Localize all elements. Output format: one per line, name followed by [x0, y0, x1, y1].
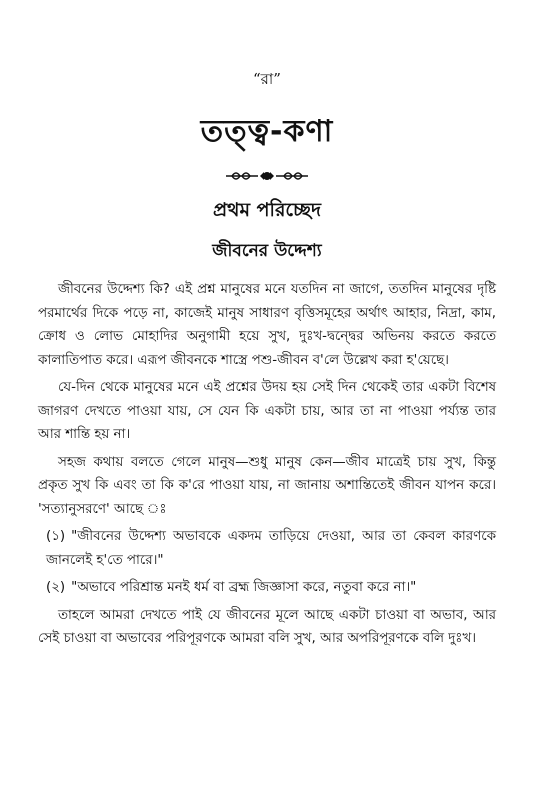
- quote-number: (২): [46, 580, 66, 595]
- paragraph: যে-দিন থেকে মানুষের মনে এই প্রশ্নের উদয় হয় সেই দিন থেকেই তার একটা বিশেষ জাগরণ দেখতে পাওয়া যায়, সে যেন কি একটা চায়, আর তা না পাওয়া পর্য্যন্ত তার আর শান্তি হয় না।: [38, 380, 496, 442]
- book-title: তত্ত্ব-কণা: [200, 114, 334, 149]
- quote-item: [38, 576, 496, 600]
- paragraph: সহজ কথায় বলতে গেলে মানুষ—শুধু মানুষ কেন—জীব মাত্রেই চায় সুখ, কিন্তু প্রকৃত সুখ কি এবং তা কি ক'রে পাওয়া যায়, না জানায় অশান্তিতেই জীবন যাপন করে। 'সত্যানুসরণে' আছে ঃ: [38, 454, 496, 517]
- closing-paragraph: তাহলে আমরা দেখতে পাই যে জীবনের মূলে আছে একটা চাওয়া বা অভাব, আর সেই চাওয়া বা অভাবের পরিপূরণকে আমরা বলি সুখ, আর অপরিপূরণকে বলি দুঃখ।: [38, 607, 496, 646]
- quote-item: [38, 525, 496, 572]
- header-mark: “রা”: [253, 70, 281, 88]
- quote-number: (১): [46, 529, 66, 544]
- section-title: জীবনের উদ্দেশ্য: [212, 241, 322, 261]
- quote-text: "জীবনের উদ্দেশ্য অভাবকে একদম তাড়িয়ে দেওয়া, আর তা কেবল কারণকে জানলেই হ'তে পারে।": [46, 529, 496, 568]
- floral-divider-icon: [222, 166, 312, 186]
- chapter-title: প্রথম পরিচ্ছেদ: [212, 199, 322, 221]
- quote-text: "অভাবে পরিশ্রান্ত মনই ধর্ম বা ব্রহ্ম জিজ্ঞাসা করে, নতুবা করে না।": [71, 580, 417, 595]
- paragraph: জীবনের উদ্দেশ্য কি? এই প্রশ্ন মানুষের মনে যতদিন না জাগে, ততদিন মানুষের দৃষ্টি পরমার্থের দিকে পড়ে না, কাজেই মানুষ সাধারণ বৃত্তিসমূহের অর্থাৎ আহার, নিদ্রা, কাম, ক্রোধ ও লোভ মোহাদির অনুগামী হয়ে সুখ, দুঃখ-দ্বন্দ্বের অভিনয় করতে করতে কালাতিপাত করে। এরূপ জীবনকে শাস্ত্রে পশু-জীবন ব'লে উল্লেখ করা হ'য়েছে।: [38, 282, 496, 368]
